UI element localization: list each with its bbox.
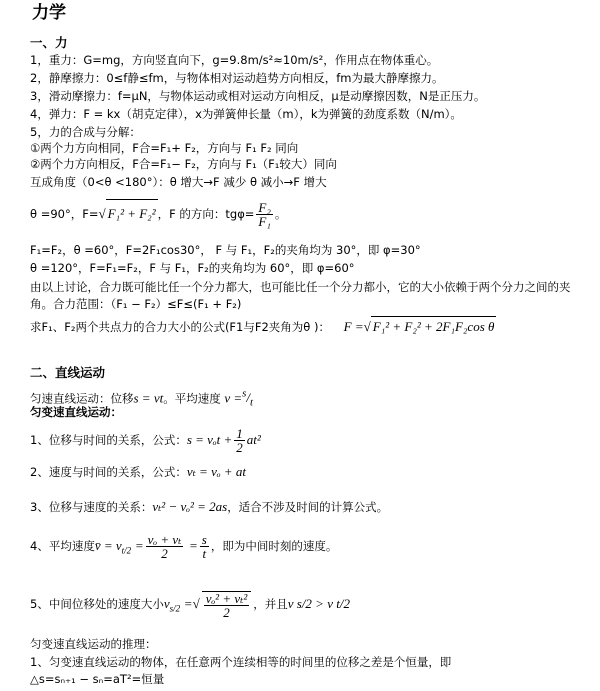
elastic-force-line: 4，弹力：F = kx（胡克定律），x为弹簧伸长量（m），k为弹簧的劲度系数（N/m）。 xyxy=(30,107,462,121)
sixty-degree-line: F₁=F₂，θ =60°，F=2F₁cos30°， F 与 F₁，F₂的夹角均为 30°，即 φ=30° xyxy=(30,243,421,257)
perp-sqrt: F₁² + F₂² xyxy=(106,199,158,228)
composition-heading: 5，力的合成与分解： xyxy=(30,125,141,139)
static-friction-line: 2，静摩擦力：0≤f静≤fm，与物体相对运动趋势方向相反，fm为最大静摩擦力。 xyxy=(30,71,444,85)
formula-displacement-time: 1、位移与时间的关系，公式：s = vₒt + $\frac{1}{2}$ at² xyxy=(30,426,261,455)
inference-line-2: △s=sₙ₊₁ − sₙ=aT²=恒量 xyxy=(30,672,165,686)
general-sqrt: F₁² + F₂² + 2F₁F₂cos θ xyxy=(371,316,497,337)
discussion-paragraph: 由以上讨论，合力既可能比任一个分力都大，也可能比任一个分力都小，它的大小依赖于两个分力之间的夹角。合力范围：（F₁ − F₂）≤F≤(F₁ + F₂) xyxy=(30,280,571,311)
opposite-direction-line: ②两个力方向相反，F合=F₁− F₂，方向与 F₁（F₁较大）同向 xyxy=(30,157,337,171)
perp-end: 。 xyxy=(274,207,287,221)
general-prefix: 求F₁、F₂两个共点力的合力大小的公式(F1与F2夹角为θ )： xyxy=(30,320,330,334)
formula-mid-displacement-velocity: 5、中间位移处的速度大小$v_{s/2}$ =√ $\frac{\text{vₒ² + vₜ²}}{2}$ ，并且v s/2 > v t/2 xyxy=(30,590,350,620)
angle-range-line: 互成角度（0<θ <180°）：θ 增大→F 减少 θ 减小→F 增大 xyxy=(30,175,327,189)
same-direction-line: ①两个力方向相同，F合=F₁+ F₂，方向与 F₁ F₂ 同向 xyxy=(30,141,299,155)
formula-velocity-time: 2、速度与时间的关系，公式：vₜ = vₒ + at xyxy=(30,464,246,479)
inference-heading: 匀变速直线运动的推理： xyxy=(30,637,157,651)
hundred-twenty-line: θ =120°，F=F₁=F₂，F 与 F₁，F₂的夹角均为 60°，即 φ=60° xyxy=(30,261,355,275)
gravity-line: 1，重力：G=mg，方向竖直向下，g=9.8m/s²≈10m/s²，作用点在物体重心。 xyxy=(30,53,439,67)
inference-line-1: 1、匀变速直线运动的物体，在任意两个连续相等的时间里的位移之差是个恒量，即 xyxy=(30,655,452,669)
perpendicular-formula: θ =90°，F=√ F₁² + F₂² ，F 的方向：tgφ= $\frac{\text{F₂}}{\text{F₁}}$ 。 xyxy=(30,200,287,229)
formula-average-velocity: 4、平均速度v̄ = $v_{t/2}$ = $\frac{\text{vₒ + vₜ}}{2}$ = $\frac{s}{t}$ ，即为中间时刻的速度。 xyxy=(30,532,338,561)
general-lhs: F = xyxy=(343,319,364,334)
perp-prefix: θ =90°，F= xyxy=(30,207,99,221)
section-force-heading: 一、力 xyxy=(30,35,68,50)
page-title: 力学 xyxy=(32,3,66,23)
perp-fraction: $\frac{\text{F₂}}{\text{F₁}}$ xyxy=(258,200,271,229)
uniform-motion-line: 匀速直线运动：位移s = vt。平均速度 $v =^s/_t$ xyxy=(30,388,254,409)
accel-heading: 匀变速直线运动： xyxy=(30,405,122,419)
general-formula: 求F₁、F₂两个共点力的合力大小的公式(F1与F2夹角为θ )： F =√ F₁² + F₂² + 2F₁F₂cos θ xyxy=(30,316,496,337)
perp-mid: ，F 的方向：tgφ= xyxy=(157,207,255,221)
formula-velocity-displacement: 3、位移与速度的关系：vₜ² − vₒ² = 2as，适合不涉及时间的计算公式。 xyxy=(30,499,389,514)
section-motion-heading: 二、直线运动 xyxy=(30,365,106,380)
kinetic-friction-line: 3，滑动摩擦力：f=μN，与物体运动或相对运动方向相反，μ是动摩擦因数，N是正压力。 xyxy=(30,89,486,103)
